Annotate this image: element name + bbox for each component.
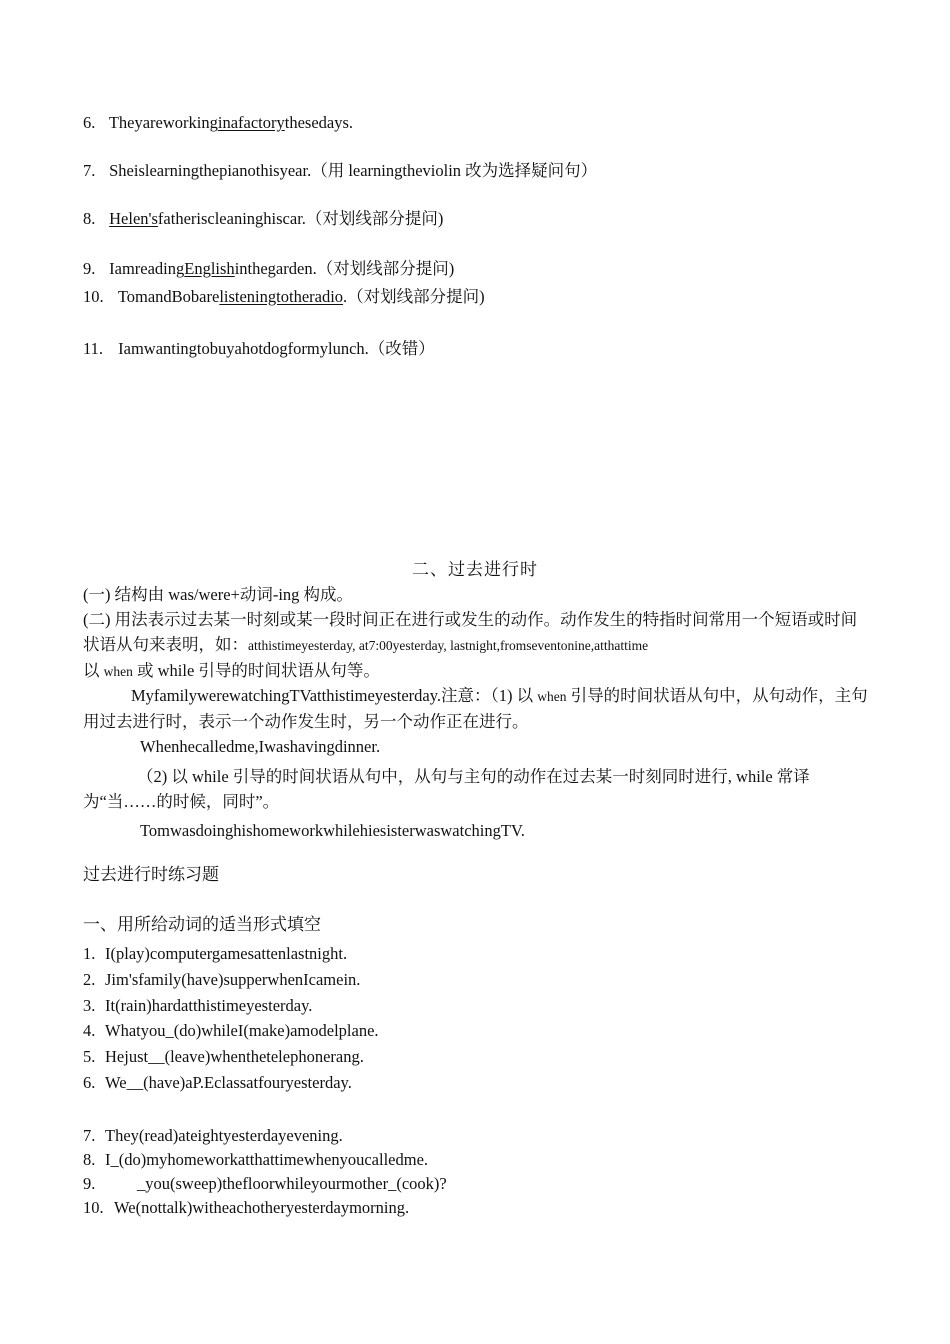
item-text: I_(do)myhomeworkatthattimewhenyoucalledme. <box>105 1150 429 1169</box>
exercise-item-10 <box>83 286 485 308</box>
exercise-item-7 <box>83 160 597 182</box>
item-text-post: .（对划线部分提问) <box>343 287 485 306</box>
exercise-item-8 <box>83 208 443 230</box>
practice-title: 过去进行时练习题 <box>83 865 219 884</box>
fill-item-7 <box>83 1125 343 1147</box>
underlined-part: listeningtotheradio <box>219 287 344 306</box>
item-number: 6. <box>83 113 96 132</box>
item-text: Hejust__(leave)whenthetelephonerang. <box>105 1047 364 1066</box>
item-text: _you(sweep)thefloorwhileyourmother_(cook)? <box>137 1174 447 1193</box>
note2-paragraph <box>83 764 873 814</box>
usage-text-2: 以 <box>83 661 100 680</box>
usage-when: when <box>103 664 133 679</box>
item-number: 2. <box>83 970 96 989</box>
item-text: I(play)computergamesattenlastnight. <box>105 944 348 963</box>
fill-item-10 <box>83 1197 409 1219</box>
fill-item-2 <box>83 969 360 991</box>
exercise-item-9 <box>83 258 454 280</box>
item-text-pre: TomandBobare <box>117 287 220 306</box>
item-text-pre: Theyareworking <box>108 113 218 132</box>
example-sentence-2: Whenhecalledme,Iwashavingdinner. <box>140 737 381 756</box>
item-number: 3. <box>83 996 96 1015</box>
fill-item-9 <box>83 1173 447 1195</box>
fill-item-5 <box>83 1046 364 1068</box>
item-text-pre: Iamreading <box>109 259 185 278</box>
fill-item-6 <box>83 1072 352 1094</box>
underlined-part: Helen's <box>109 209 158 228</box>
structure-line: (一) 结构由 was/were+动词-ing 构成。 <box>83 585 354 604</box>
section-title: 二、过去进行时 <box>412 560 538 579</box>
item-number: 10. <box>83 287 104 306</box>
item-text: They(read)ateightyesterdayevening. <box>105 1126 343 1145</box>
note-text-b: 引导的时间状语从句中，从句动作，主句用过去进行时，表示一个动作发生时，另一个动作正在进行。 <box>83 686 868 731</box>
item-text-post: thesedays. <box>284 113 354 132</box>
item-text: It(rain)hardatthistimeyesterday. <box>105 996 313 1015</box>
item-number: 7. <box>83 1126 96 1145</box>
fill-item-8 <box>83 1149 428 1171</box>
example-sentence-3: TomwasdoinghishomeworkwhilehiesisterwaswatchingTV. <box>140 821 525 840</box>
exercise-item-6 <box>83 112 353 134</box>
item-number: 1. <box>83 944 96 963</box>
fill-item-3 <box>83 995 312 1017</box>
note-when: when <box>537 689 567 704</box>
item-text: Whatyou_(do)whileI(make)amodelplane. <box>105 1021 379 1040</box>
item-number: 10. <box>83 1198 104 1217</box>
item-number: 7. <box>83 161 96 180</box>
fill-item-1 <box>83 943 347 965</box>
usage-text: (二) 用法表示过去某一时刻或某一段时间正在进行或发生的动作。动作发生的特指时间常用一个短语或时间状语从句来表明，如： <box>83 610 858 654</box>
underlined-part: inafactory <box>217 113 285 132</box>
item-number: 8. <box>83 209 96 228</box>
item-text: We(nottalk)witheachotheryesterdaymorning. <box>114 1198 410 1217</box>
part1-title: 一、用所给动词的适当形式填空 <box>83 915 321 934</box>
item-text-post: inthegarden.（对划线部分提问) <box>234 259 455 278</box>
exercise-item-11 <box>83 338 435 360</box>
item-number: 9. <box>83 1174 96 1193</box>
item-text-pre: Iamwantingtobuyahotdogformylunch.（改错） <box>118 339 435 358</box>
item-number: 8. <box>83 1150 96 1169</box>
item-number: 5. <box>83 1047 96 1066</box>
item-number: 9. <box>83 259 96 278</box>
item-number: 11. <box>83 339 104 358</box>
usage-examples: atthistimeyesterday, at7:00yesterday, lastnight,fromseventonine,atthattime <box>248 638 649 653</box>
note-text-a: 注意：（1) 以 <box>441 686 534 705</box>
item-text: Jim'sfamily(have)supperwhenIcamein. <box>105 970 361 989</box>
item-number: 6. <box>83 1073 96 1092</box>
underlined-part: English <box>184 259 235 278</box>
fill-item-4 <box>83 1020 379 1042</box>
usage-paragraph <box>83 607 873 684</box>
note2-text: （2) 以 while 引导的时间状语从句中，从句与主句的动作在过去某一时刻同时进行, while 常译为“当……的时候，同时”。 <box>83 767 810 811</box>
item-text-post: fatheriscleaninghiscar.（对划线部分提问) <box>157 209 444 228</box>
example-sentence-1: MyfamilywerewatchingTVatthistimeyesterday. <box>131 686 442 705</box>
usage-text-3: 或 while 引导的时间状语从句等。 <box>137 661 380 680</box>
item-text: We__(have)aP.Eclassatfouryesterday. <box>105 1073 352 1092</box>
note-paragraph <box>83 683 873 734</box>
item-text-pre: Sheislearningthepianothisyear.（用 learningtheviolin 改为选择疑问句） <box>109 161 598 180</box>
item-number: 4. <box>83 1021 96 1040</box>
